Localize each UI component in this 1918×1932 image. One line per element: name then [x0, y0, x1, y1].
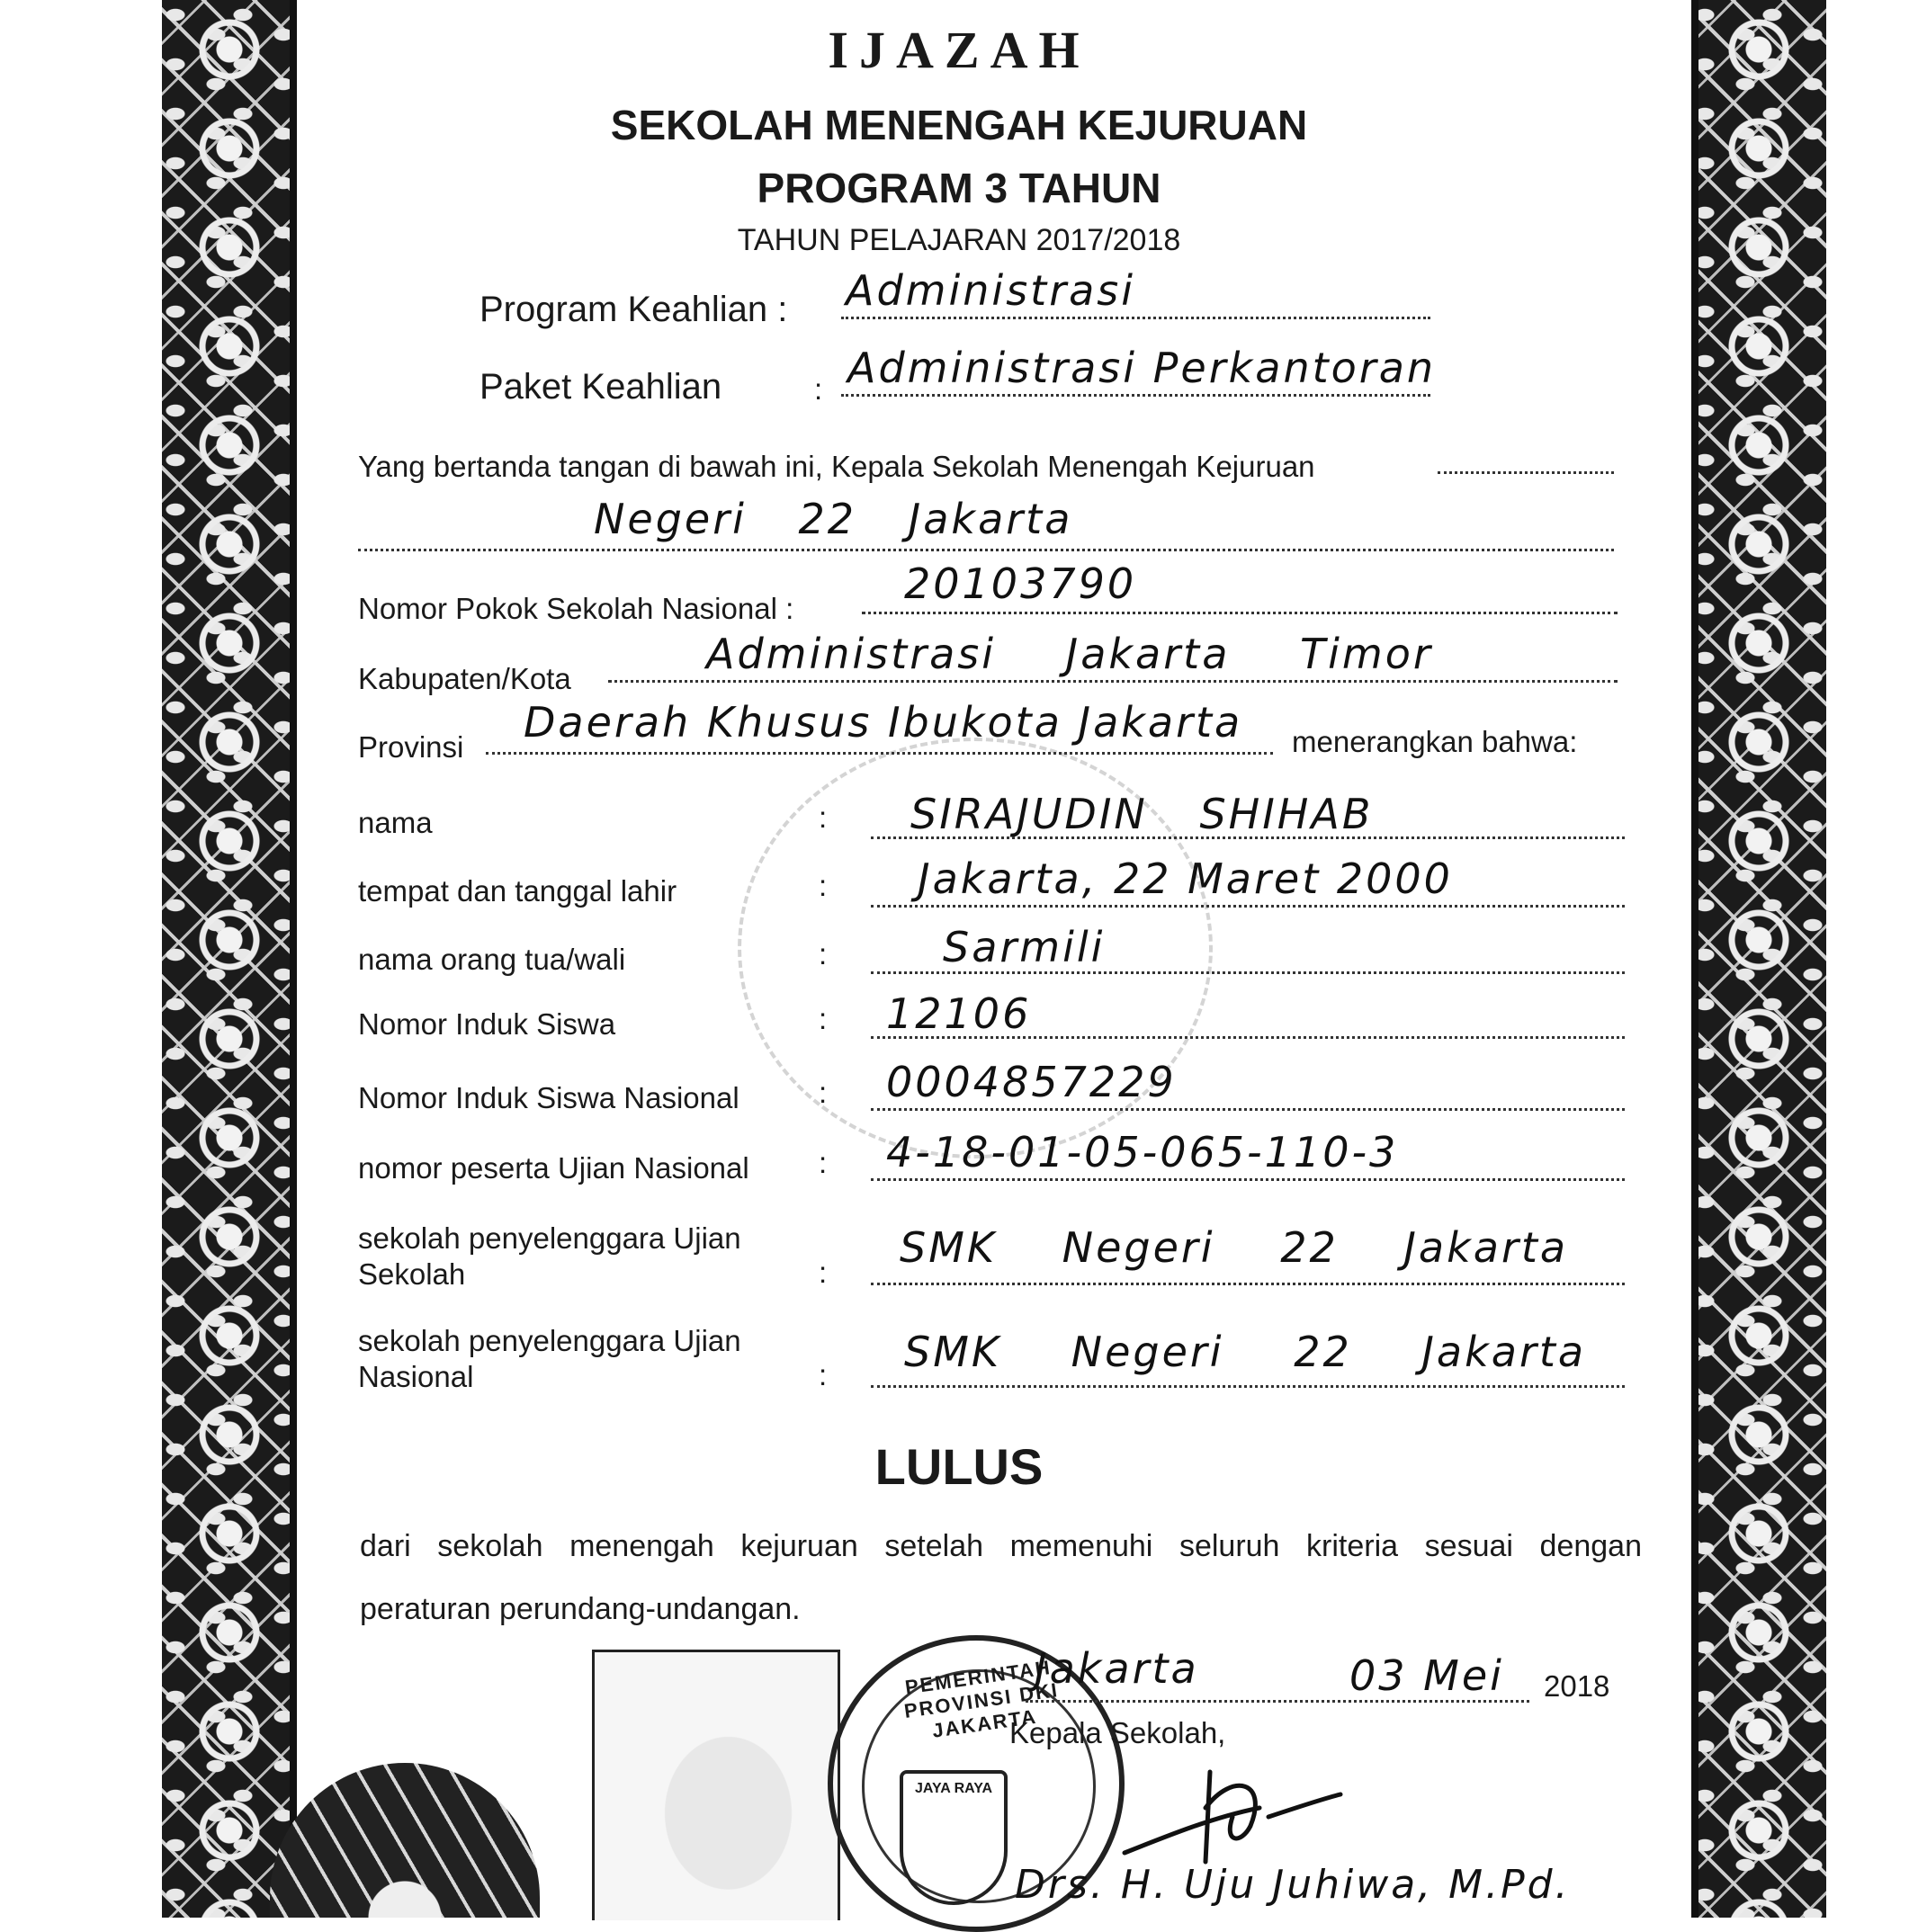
field-label-school-exam-l1: sekolah penyelenggara Ujian — [358, 1221, 741, 1255]
jakarta-emblem — [900, 1770, 1008, 1905]
program-line — [841, 317, 1430, 319]
city-value: Administrasi Jakarta Timor — [706, 630, 1433, 678]
field-colon: : — [819, 1076, 828, 1109]
field-value-national-exam: SMK Negeri 22 Jakarta — [904, 1328, 1587, 1376]
field-line — [871, 1385, 1625, 1388]
result-statement-line1: dari sekolah menengah kejuruan setelah memenuhi seluruh kriteria sesuai dengan — [360, 1529, 1642, 1563]
city-line — [608, 680, 1618, 683]
left-border-edge — [290, 0, 297, 1918]
field-line — [871, 1178, 1625, 1181]
field-line — [871, 1283, 1625, 1285]
field-value-name: SIRAJUDIN SHIHAB — [910, 790, 1374, 838]
field-line — [871, 836, 1625, 839]
npsn-line — [862, 612, 1618, 614]
field-colon: : — [819, 869, 828, 902]
student-photo — [592, 1650, 840, 1920]
province-label: Provinsi — [358, 730, 464, 764]
signing-place: Jakarta — [1035, 1644, 1199, 1693]
package-value: Administrasi Perkantoran — [847, 344, 1437, 392]
bottom-seal-ornament — [270, 1763, 540, 1918]
package-colon: : — [814, 372, 823, 406]
program-heading: PROGRAM 3 TAHUN — [757, 165, 1161, 211]
province-value: Daerah Khusus Ibukota Jakarta — [524, 698, 1243, 747]
field-value-exam-number: 4-18-01-05-065-110-3 — [886, 1128, 1399, 1176]
field-colon: : — [819, 1002, 828, 1035]
signature-scribble — [1116, 1754, 1349, 1871]
field-label-parent: nama orang tua/wali — [358, 943, 626, 976]
package-label: Paket Keahlian — [479, 367, 722, 407]
field-label-birth: tempat dan tanggal lahir — [358, 874, 677, 908]
signer-name: Drs. H. Uju Juhiwa, M.Pd. — [1015, 1862, 1571, 1908]
field-line — [871, 905, 1625, 908]
field-colon: : — [819, 1146, 828, 1179]
program-value: Administrasi — [846, 266, 1136, 315]
emblem-text: JAYA RAYA — [915, 1781, 992, 1796]
field-value-nisn: 0004857229 — [886, 1058, 1177, 1106]
npsn-value: 20103790 — [904, 559, 1137, 608]
field-colon: : — [819, 1256, 828, 1289]
field-line — [871, 1036, 1625, 1039]
npsn-label: Nomor Pokok Sekolah Nasional : — [358, 592, 794, 625]
field-label-national-exam-l2: Nasional — [358, 1360, 474, 1393]
field-value-nis: 12106 — [886, 989, 1032, 1038]
intro-line — [1438, 471, 1614, 474]
field-line — [871, 1108, 1625, 1111]
field-value-parent: Sarmili — [943, 923, 1106, 971]
signing-date: 03 Mei — [1349, 1651, 1504, 1700]
field-label-national-exam-l1: sekolah penyelenggara Ujian — [358, 1324, 741, 1357]
field-label-nis: Nomor Induk Siswa — [358, 1007, 616, 1041]
left-ornamental-border — [162, 0, 297, 1918]
right-ornamental-border — [1691, 0, 1826, 1918]
field-colon: : — [819, 937, 828, 970]
school-name-value: Negeri 22 Jakarta — [594, 495, 1073, 543]
program-label: Program Keahlian : — [479, 290, 788, 329]
school-name-line — [358, 549, 1614, 551]
field-label-nisn: Nomor Induk Siswa Nasional — [358, 1081, 739, 1114]
document-title: IJAZAH — [828, 21, 1090, 79]
signer-position: Kepala Sekolah, — [1009, 1716, 1226, 1749]
package-line — [841, 394, 1430, 397]
school-type-heading: SEKOLAH MENENGAH KEJURUAN — [610, 102, 1308, 148]
field-label-name: nama — [358, 806, 433, 839]
result-statement-line2: peraturan perundang-undangan. — [360, 1592, 801, 1626]
field-colon: : — [819, 1358, 828, 1391]
academic-year: TAHUN PELAJARAN 2017/2018 — [737, 223, 1181, 257]
intro-label: Yang bertanda tangan di bawah ini, Kepala Sekolah Menengah Kejuruan — [358, 450, 1315, 483]
field-line — [871, 971, 1625, 974]
field-value-birth: Jakarta, 22 Maret 2000 — [918, 854, 1453, 903]
field-label-exam-number: nomor peserta Ujian Nasional — [358, 1151, 749, 1185]
states-label: menerangkan bahwa: — [1292, 725, 1578, 758]
field-value-school-exam: SMK Negeri 22 Jakarta — [900, 1223, 1569, 1272]
right-border-edge — [1691, 0, 1698, 1918]
field-label-school-exam-l2: Sekolah — [358, 1257, 466, 1291]
field-colon: : — [819, 801, 828, 834]
signing-year: 2018 — [1544, 1669, 1610, 1703]
stamp-outer-text: PEMERINTAH PROVINSI DKI JAKARTA — [902, 1655, 1061, 1742]
province-line — [486, 752, 1273, 755]
result-status: LULUS — [874, 1438, 1044, 1495]
city-label: Kabupaten/Kota — [358, 662, 571, 695]
date-line — [1026, 1700, 1529, 1703]
